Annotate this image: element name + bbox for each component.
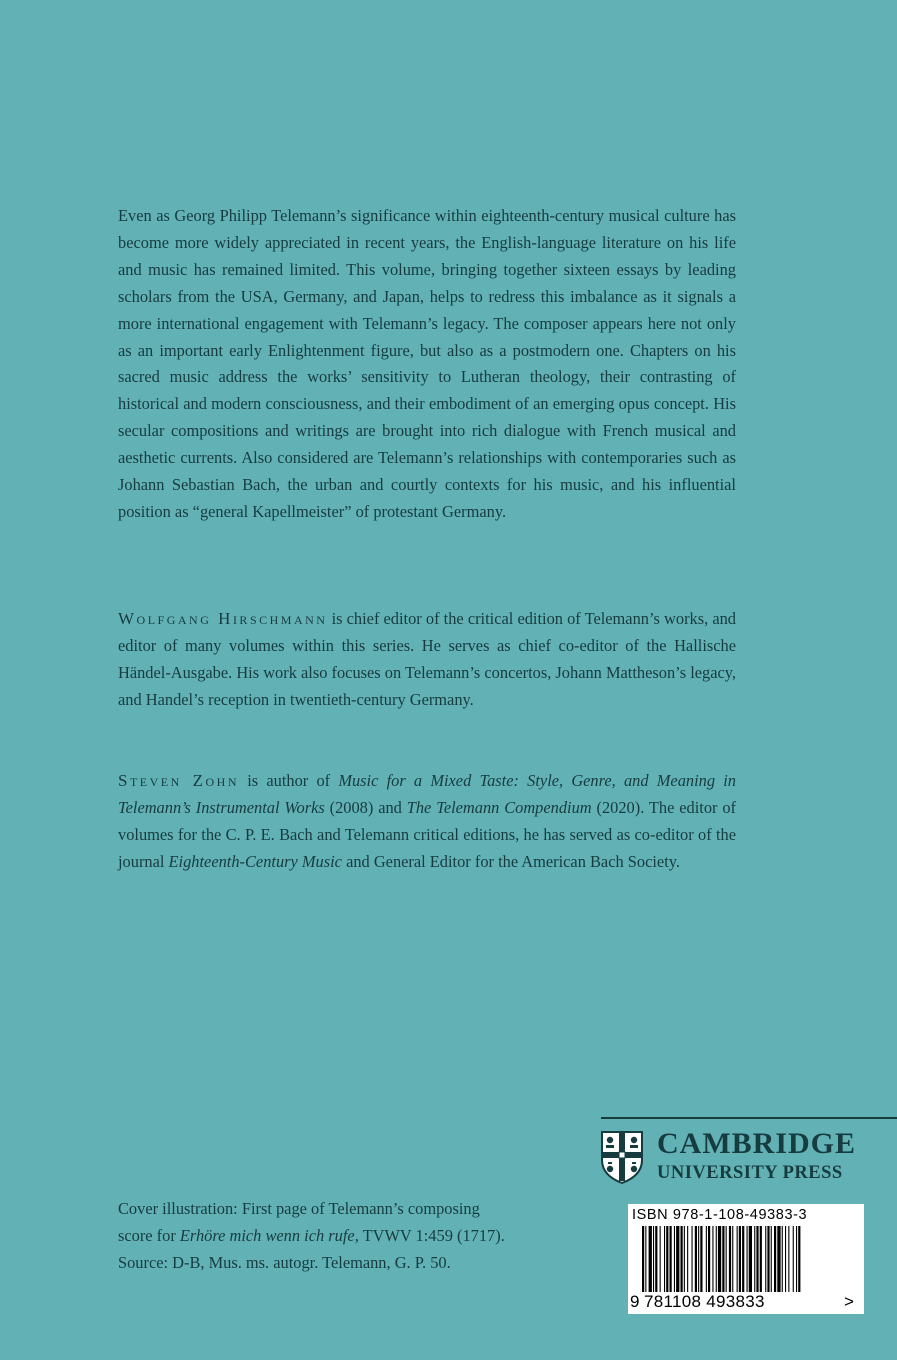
barcode-bar: [774, 1226, 776, 1292]
barcode-bar: [698, 1226, 699, 1292]
barcode-bar: [742, 1226, 744, 1292]
barcode-bar: [732, 1226, 733, 1292]
publisher-name: CAMBRIDGE: [657, 1127, 857, 1160]
barcode-bar: [706, 1226, 707, 1292]
barcode-bar: [695, 1226, 697, 1292]
journal-title: Eighteenth-Century Music: [168, 851, 342, 871]
barcode-bar: [645, 1226, 646, 1292]
barcode-bar: [681, 1226, 683, 1292]
barcode-digits: 781108 493833: [644, 1292, 765, 1311]
description-paragraph: Even as Georg Philipp Telemann’s significance within eighteenth-century musical culture has become more widely appreciated in recent years, the English-language literature on his life and music has remained limited. This volume, bringing together sixteen essays by leading scholars from the USA, Germany, and Japan, helps to redress this imbalance as it signals a more international engagement with Telemann’s legacy. The composer appears here not only as an important early Enlightenment figure, but also as a postmodern one. Chapters on his sacred music address the works’ sensitivity to Lutheran theology, their contrasting of historical and modern consciousness, and their embodiment of an emerging opus concept. His secular compositions and writings are brought into rich dialogue with French musical and aesthetic currents. Also considered are Telemann’s relationships with contemporaries such as Johann Sebastian Bach, the urban and courtly contexts for his music, and his influential position as “general Kapellmeister” of protestant Germany.: [118, 206, 736, 521]
barcode-bar: [754, 1226, 755, 1292]
barcode-bar: [653, 1226, 654, 1292]
isbn-barcode: [628, 1204, 864, 1314]
barcode-bars: [628, 1204, 864, 1296]
barcode-bar: [655, 1226, 657, 1292]
publisher-subname: UNIVERSITY PRESS: [657, 1163, 843, 1183]
barcode-bar: [765, 1226, 766, 1292]
book-title: The Telemann Compendium: [406, 797, 592, 817]
barcode-bar: [771, 1226, 772, 1292]
barcode-arrow: >: [844, 1292, 855, 1311]
editor-bio-text: is chief editor of the critical edition of Telemann’s works, and editor of many volumes within this series. He serves as chief co-editor of the Hallische Händel-Ausgabe. His work also focuses on Telemann’s concertos, Johann Mattheson’s legacy, and Handel’s reception in twentieth-century Germany.: [118, 609, 736, 709]
barcode-bar: [700, 1226, 702, 1292]
barcode-bar: [767, 1226, 769, 1292]
barcode-bar: [726, 1226, 727, 1292]
barcode-bar: [642, 1226, 644, 1292]
barcode-bar: [676, 1226, 679, 1292]
barcode-bar: [664, 1226, 665, 1292]
barcode-bar: [687, 1226, 688, 1292]
barcode-bar: [777, 1226, 780, 1292]
barcode-bar: [692, 1226, 693, 1292]
barcode-bar: [716, 1226, 717, 1292]
barcode-bar: [788, 1226, 789, 1292]
book-description: [118, 203, 736, 526]
barcode-bar: [722, 1226, 724, 1292]
publisher-divider: [601, 1117, 897, 1119]
barcode-bar: [782, 1226, 783, 1292]
publisher-logo: [600, 1128, 865, 1190]
work-title: Erhöre mich wenn ich rufe: [179, 1225, 355, 1245]
barcode-bar: [670, 1226, 672, 1292]
cover-credit: Cover illustration: First page of Telemann’s composing score for Erhöre mich wenn ich rufe, TVWV 1:459 (1717). Source: D-B, Mus. ms. autogr. Telemann, G. P. 50.: [118, 1199, 505, 1272]
barcode-bar: [684, 1226, 685, 1292]
barcode-bar: [793, 1226, 794, 1292]
barcode-bar: [708, 1226, 710, 1292]
barcode-bar: [649, 1226, 652, 1292]
barcode-bar: [674, 1226, 675, 1292]
barcode-bar: [785, 1226, 786, 1292]
barcode-bar: [798, 1226, 800, 1292]
barcode-bar: [760, 1226, 762, 1292]
editor-name: Steven Zohn: [118, 771, 240, 790]
barcode-bar: [749, 1226, 752, 1292]
barcode-lead-digit: 9: [630, 1292, 640, 1311]
barcode-bar: [747, 1226, 748, 1292]
book-title: Music for a Mixed Taste: Style, Genre, and Meaning in Telemann’s Instrumental Works: [118, 771, 736, 817]
barcode-bar: [666, 1226, 668, 1292]
barcode-bar: [737, 1226, 738, 1292]
barcode-bar: [739, 1226, 741, 1292]
editor-bio-zohn: Steven Zohn is author of Music for a Mixed Taste: Style, Genre, and Meaning in Telemann’s Instrumental Works (2008) and The Telemann Compendium (2020). The editor of volumes for the C. P. E. Bach and Telemann critical editions, he has served as co-editor of the journal Eighteenth-Century Music and General Editor for the American Bach Society.: [118, 771, 736, 871]
barcode-bar: [756, 1226, 758, 1292]
barcode-bar: [729, 1226, 731, 1292]
isbn-label: ISBN 978-1-108-49383-3: [632, 1207, 808, 1223]
barcode-bar: [718, 1226, 721, 1292]
barcode-bar: [712, 1226, 713, 1292]
editor-bio-hirschmann: [118, 606, 736, 714]
barcode-bar: [660, 1226, 661, 1292]
university-crest-icon: [600, 1130, 644, 1184]
editor-name: Wolfgang Hirschmann: [118, 609, 328, 628]
barcode-bar: [796, 1226, 797, 1292]
